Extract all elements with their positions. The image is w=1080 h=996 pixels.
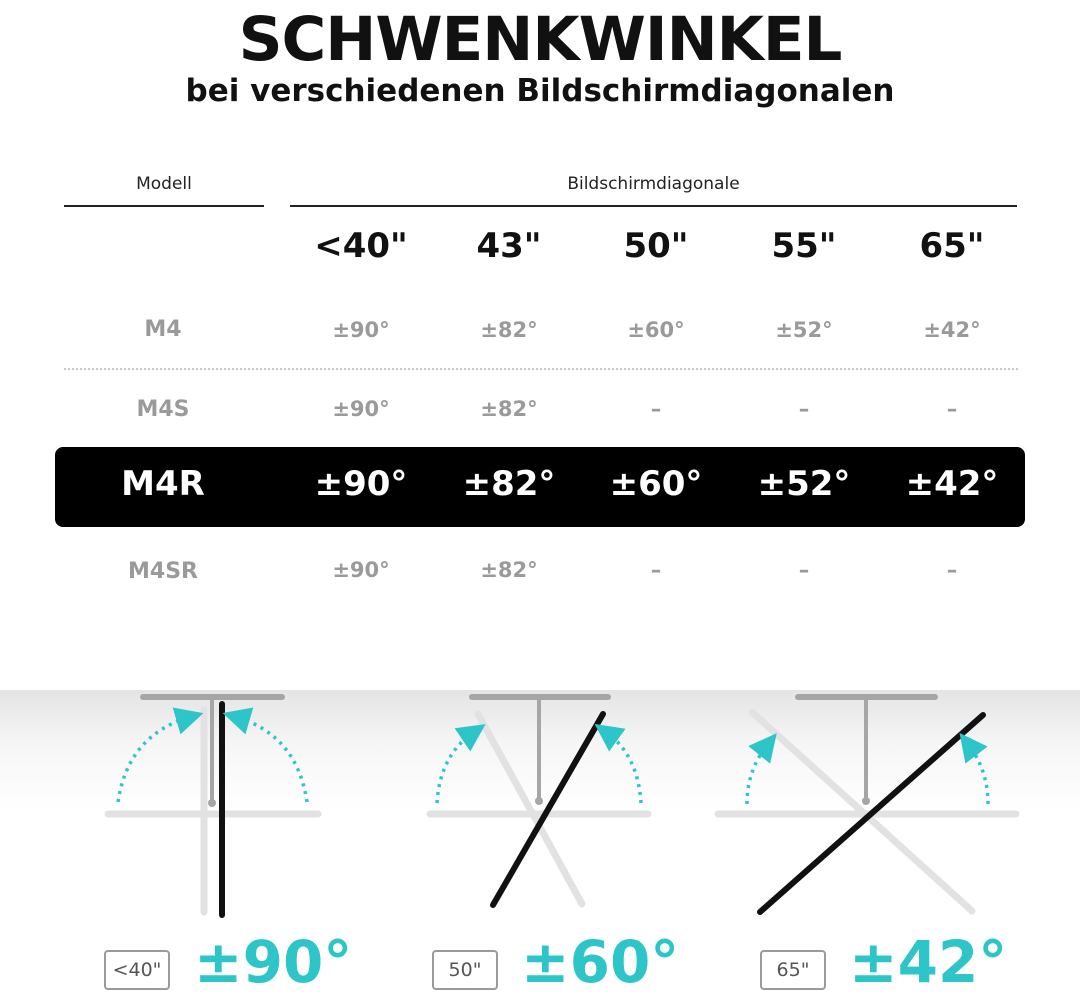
row-model-name: M4S (136, 397, 190, 422)
table-cell: ±82° (480, 397, 538, 421)
swivel-angle-60: ±60° (521, 928, 680, 996)
table-cell: ±52° (757, 464, 851, 504)
table-cell: – (650, 558, 662, 582)
swivel-diagram-90 (108, 697, 318, 915)
size-heading-50: 50" (623, 226, 689, 266)
swivel-diagram-60 (430, 697, 648, 905)
page-subtitle: bei verschiedenen Bildschirmdiagonalen (185, 73, 895, 109)
swivel-arrow-icon (118, 717, 190, 802)
swivel-arrow-icon (236, 717, 307, 802)
table-cell: ±90° (332, 558, 390, 582)
swivel-diagrams (0, 690, 1080, 930)
table-cell: ±90° (332, 397, 390, 421)
table-cell: ±52° (775, 318, 833, 342)
swivel-arrow-icon (747, 744, 768, 804)
swivel-angle-42: ±42° (849, 928, 1008, 996)
table-cell: ±90° (332, 318, 390, 342)
table-cell: – (650, 397, 662, 421)
swivel-diagram-42 (718, 697, 1016, 912)
table-cell: ±42° (923, 318, 981, 342)
size-badge-50: 50" (432, 950, 498, 990)
row-divider (64, 368, 1018, 370)
table-cell: ±82° (480, 558, 538, 582)
size-heading-65: 65" (919, 226, 985, 266)
size-heading-43: 43" (476, 226, 542, 266)
table-cell: ±60° (609, 464, 703, 504)
table-cell: – (798, 397, 810, 421)
table-cell: ±82° (480, 318, 538, 342)
table-cell: – (946, 397, 958, 421)
column-header-screen-size: Bildschirmdiagonale (567, 174, 740, 194)
swivel-arrow-icon (606, 732, 641, 803)
table-cell: ±60° (627, 318, 685, 342)
size-badge-lt40: <40" (104, 950, 170, 990)
row-model-name: M4 (144, 317, 182, 342)
row-model-name: M4R (121, 464, 205, 504)
table-cell: ±90° (314, 464, 408, 504)
swivel-arrow-icon (437, 732, 474, 803)
size-badge-65: 65" (760, 950, 826, 990)
swivel-arrow-icon (968, 744, 988, 804)
swivel-angle-90: ±90° (194, 928, 353, 996)
header-divider-sizes (290, 205, 1017, 207)
table-cell: – (946, 558, 958, 582)
size-heading-55: 55" (771, 226, 837, 266)
row-model-name: M4SR (128, 559, 198, 584)
table-cell: ±82° (462, 464, 556, 504)
table-cell: – (798, 558, 810, 582)
column-header-model: Modell (136, 174, 192, 194)
size-heading-lt40: <40" (314, 226, 408, 266)
page-title: SCHWENKWINKEL (238, 4, 842, 75)
header-divider-model (64, 205, 264, 207)
table-cell: ±42° (905, 464, 999, 504)
